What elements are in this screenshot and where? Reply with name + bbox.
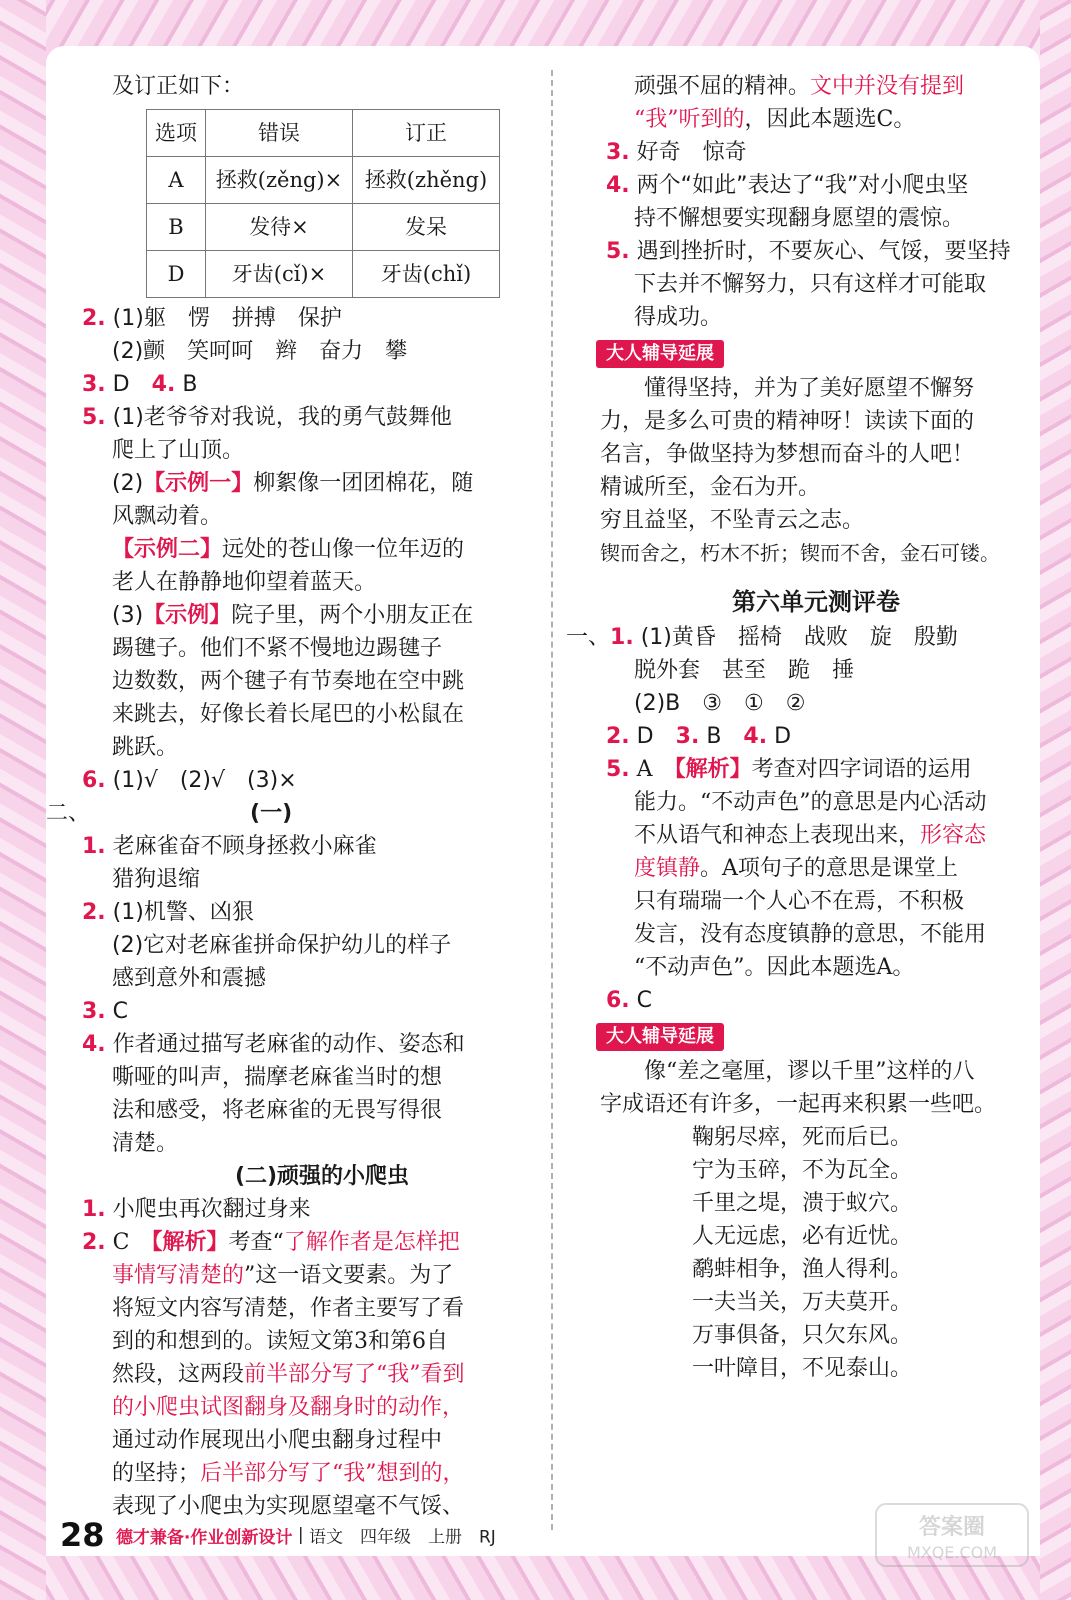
question-number: 5. (606, 757, 630, 782)
column-divider (551, 70, 553, 1530)
table-row (147, 251, 500, 298)
decorative-border-left (0, 0, 46, 1600)
quote-line: 锲而舍之，朽木不折；锲而不舍，金石可镂。 (600, 541, 1000, 565)
answer-choice: C (112, 1230, 130, 1255)
page-number: 28 (60, 1516, 105, 1554)
table-cell: A (147, 157, 206, 204)
table-cell: D (147, 251, 206, 298)
idiom-list (600, 1121, 1026, 1385)
question-number: 2. (606, 724, 630, 749)
extension-line: 力，是多么可贵的精神呀！读读下面的 (600, 409, 975, 434)
answer-text: 远处的苍山像一位年迈的 (222, 537, 465, 562)
table-row (147, 157, 500, 204)
highlight-text: 度镇静 (634, 856, 701, 881)
question-number: 5. (606, 239, 630, 264)
analysis-line (112, 1358, 532, 1391)
idiom-item: 千里之堤，溃于蚁穴。 (692, 1191, 913, 1216)
answer-text: 爬上了山顶。 (112, 438, 245, 463)
s1-answer-5 (606, 753, 1026, 786)
table-cell: B (147, 204, 206, 251)
p2-answer-1 (82, 830, 532, 863)
extension-line: 像“差之毫厘，谬以千里”这样的八 (644, 1059, 975, 1084)
extension-line: 字成语还有许多，一起再来积累一些吧。 (600, 1092, 997, 1117)
idiom-item: 宁为玉碎，不为瓦全。 (692, 1158, 913, 1183)
decorative-border-right (1040, 0, 1071, 1600)
table-header-row (147, 110, 500, 157)
answer-choice: A (636, 757, 653, 782)
highlight-text: 前半部分写了“我”看到 (244, 1362, 465, 1387)
answer-text: 来跳去，好像长着长尾巴的小松鼠在 (112, 702, 465, 727)
s1-answer-6 (606, 984, 1026, 1017)
subsection-title: (一) (250, 801, 293, 826)
analysis-line: 通过动作展现出小爬虫翻身过程中 (112, 1428, 443, 1453)
analysis-line: 能力。“不动声色”的意思是内心活动 (634, 790, 987, 815)
right-column (566, 70, 1026, 1385)
question-number: 3. (82, 372, 106, 397)
example-line (112, 533, 532, 566)
answer-text: 顽强不屈的精神。 (634, 74, 811, 99)
highlight-text: 事情写清楚的 (112, 1263, 245, 1288)
extension-block (600, 372, 1026, 570)
part-label: 一、 (566, 625, 611, 650)
answer-text: 嘶哑的叫声，揣摩老麻雀当时的想 (112, 1065, 443, 1090)
question-number: 1. (610, 625, 634, 650)
answer-text: 得成功。 (634, 305, 723, 330)
analysis-line: 的小爬虫试图翻身及翻身时的动作， (112, 1395, 465, 1420)
answer-text: 猎狗退缩 (112, 867, 201, 892)
sub-index: (2) (112, 471, 144, 496)
example-tag: 【示例一】 (143, 471, 254, 496)
analysis-line: 将短文内容写清楚，作者主要写了看 (112, 1296, 465, 1321)
answer-text: D (636, 724, 654, 749)
correction-table (146, 109, 500, 298)
answer-text: 老麻雀奋不顾身拯救小麻雀 (112, 834, 377, 859)
idiom-item: 一叶障目，不见泰山。 (692, 1356, 913, 1381)
answer-text: (2)B ③ ① ② (634, 691, 806, 716)
idiom-item: 一夫当关，万夫莫开。 (692, 1290, 913, 1315)
p3-answer-2 (82, 1226, 532, 1259)
answer-text: 下去并不懈努力，只有这样才可能取 (634, 272, 987, 297)
page-footer (60, 1516, 496, 1556)
answer-text: (1)黄昏 摇椅 战败 旋 殷勤 (640, 625, 958, 650)
question-number: 4. (606, 173, 630, 198)
answer-text: 柳絮像一团团棉花，随 (253, 471, 474, 496)
question-number: 3. (606, 140, 630, 165)
answer-text: 。A项句子的意思是课堂上 (700, 856, 958, 881)
table-cell: 拯救(zhěng) (353, 157, 500, 204)
analysis-line: “不动声色”。因此本题选A。 (634, 955, 915, 980)
answer-text: ”这一语文要素。为了 (244, 1263, 454, 1288)
answer-text: D (774, 724, 792, 749)
answer-text: 边数数，两个毽子有节奏地在空中跳 (112, 669, 465, 694)
question-number: 3. (82, 999, 106, 1024)
extension-block (600, 1055, 1026, 1385)
p2-answer-3 (82, 995, 532, 1028)
quote-line: 穷且益坚，不坠青云之志。 (600, 508, 865, 533)
answer-text: C (112, 999, 129, 1024)
analysis-line (112, 1259, 532, 1292)
part-label: 二、 (46, 801, 91, 826)
answer-text: 两个“如此”表达了“我”对小爬虫坚 (636, 173, 969, 198)
answer-text: ，因此本题选C。 (744, 107, 916, 132)
watermark-logo (872, 1500, 1032, 1570)
analysis-line: 发言，没有态度镇静的意思，不能用 (634, 922, 987, 947)
footer-separator: | (297, 1525, 304, 1545)
answer-text: 老人在静静地仰望着蓝天。 (112, 570, 377, 595)
analysis-line: 表现了小爬虫为实现愿望毫不气馁、 (112, 1494, 465, 1519)
analysis-tag: 【解析】 (674, 756, 752, 782)
idiom-item: 万事俱备，只欠东风。 (692, 1323, 913, 1348)
book-info: 语文 四年级 上册 RJ (308, 1527, 496, 1548)
intro-text: 及订正如下： (112, 74, 245, 99)
s1-answer-1 (566, 621, 1026, 654)
table-cell: 牙齿(chǐ) (353, 251, 500, 298)
extension-line: 懂得坚持，并为了美好愿望不懈努 (644, 376, 975, 401)
answer-text: (2)它对老麻雀拼命保护幼儿的样子 (112, 933, 452, 958)
answer-5 (82, 401, 532, 434)
analysis-line: 到的和想到的。读短文第3和第6自 (112, 1329, 448, 1354)
answer-text: (1)机警、凶狠 (112, 900, 254, 925)
answer-2 (82, 302, 532, 335)
idiom-item: 人无远虑，必有近忧。 (692, 1224, 913, 1249)
part-two-header (46, 797, 532, 830)
question-number: 4. (743, 724, 768, 749)
answer-3-4 (82, 368, 532, 401)
question-number: 6. (82, 768, 106, 793)
answer-text: 清楚。 (112, 1131, 179, 1156)
answer-text: 的坚持； (112, 1461, 201, 1486)
highlight-text: “我”听到的 (634, 107, 745, 132)
table-cell: 发待× (206, 204, 353, 251)
table-header: 错误 (206, 110, 353, 157)
table-cell: 牙齿(cǐ)× (206, 251, 353, 298)
p2-answer-4 (82, 1028, 532, 1061)
answer-text: 感到意外和震撼 (112, 966, 267, 991)
answer-6 (82, 764, 532, 797)
answer-text: (1)√ (2)√ (3)× (112, 768, 297, 793)
extension-tag: 大人辅导延展 (596, 340, 724, 368)
p3-answer-1 (82, 1193, 532, 1226)
answer-4 (606, 169, 1026, 202)
question-number: 6. (606, 988, 630, 1013)
analysis-line: 只有瑞瑞一个人心不在焉，不积极 (634, 889, 965, 914)
question-number: 3. (675, 724, 700, 749)
table-cell: 拯救(zěng)× (206, 157, 353, 204)
answer-text: (1)老爷爷对我说，我的勇气鼓舞他 (112, 405, 452, 430)
answer-text: 脱外套 甚至 跪 捶 (634, 658, 855, 683)
question-number: 5. (82, 405, 106, 430)
table-cell: 发呆 (353, 204, 500, 251)
answer-text: (1)躯 愣 拼搏 保护 (112, 306, 342, 331)
analysis-line (606, 819, 1026, 852)
quote-line: 精诚所至，金石为开。 (600, 475, 821, 500)
highlight-text: 后半部分写了“我”想到的， (200, 1461, 465, 1486)
highlight-text: 文中并没有提到 (810, 74, 965, 99)
extension-tag: 大人辅导延展 (596, 1023, 724, 1051)
example-line (112, 599, 532, 632)
answer-text: 不从语气和神态上表现出来， (634, 823, 921, 848)
question-number: 4. (82, 1032, 106, 1057)
answer-text: 考查对四字词语的运用 (751, 757, 972, 782)
answer-text: 持不懈想要实现翻身愿望的震惊。 (634, 206, 965, 231)
answer-text: D (112, 372, 130, 397)
extension-line: 名言，争做坚持为梦想而奋斗的人吧！ (600, 442, 975, 467)
answer-text: C (636, 988, 653, 1013)
answer-text: 考查“ (228, 1230, 284, 1255)
answer-text: 风飘动着。 (112, 504, 223, 529)
analysis-line (606, 852, 1026, 885)
answer-text: 跳跃。 (112, 735, 179, 760)
answer-3 (606, 136, 1026, 169)
svg-text:答案圈: 答案圈 (918, 1515, 986, 1540)
idiom-item: 鞠躬尽瘁，死而后已。 (692, 1125, 913, 1150)
analysis-tag: 【解析】 (151, 1229, 229, 1255)
unit-test-title: 第六单元测评卷 (732, 588, 900, 616)
answer-text: 法和感受，将老麻雀的无畏写得很 (112, 1098, 443, 1123)
highlight-text: 形容态 (920, 823, 987, 848)
answer-text: 好奇 惊奇 (636, 140, 747, 165)
p2-answer-2 (82, 896, 532, 929)
highlight-text: 了解作者是怎样把 (283, 1230, 460, 1255)
s1-answer-2-4 (606, 720, 1026, 753)
question-number: 1. (82, 834, 106, 859)
answer-text: B (182, 372, 198, 397)
table-header: 订正 (353, 110, 500, 157)
example-line (112, 467, 532, 500)
table-row (147, 204, 500, 251)
answer-text: (2)颤 笑呵呵 辫 奋力 攀 (112, 339, 408, 364)
answer-text: 小爬虫再次翻过身来 (112, 1197, 311, 1222)
question-number: 2. (82, 306, 106, 331)
answer-text: 作者通过描写老麻雀的动作、姿态和 (112, 1032, 465, 1057)
left-column (46, 70, 532, 1523)
subsection-title: (二)顽强的小爬虫 (234, 1164, 410, 1189)
example-tag: 【示例】 (143, 603, 232, 628)
analysis-line (606, 70, 1026, 103)
question-number: 4. (151, 372, 176, 397)
sub-index: (3) (112, 603, 144, 628)
analysis-line (112, 1457, 532, 1490)
example-tag: 【示例二】 (112, 537, 223, 562)
idiom-item: 鹬蚌相争，渔人得利。 (692, 1257, 913, 1282)
question-number: 2. (82, 900, 106, 925)
answer-5 (606, 235, 1026, 268)
question-number: 1. (82, 1197, 106, 1222)
analysis-line (606, 103, 1026, 136)
question-number: 2. (82, 1230, 106, 1255)
book-brand: 德才兼备·作业创新设计 (115, 1527, 293, 1548)
answer-text: 遇到挫折时，不要灰心、气馁，要坚持 (636, 239, 1011, 264)
answer-text: 踢毽子。他们不紧不慢地边踢毽子 (112, 636, 443, 661)
svg-text:MXQE.COM: MXQE.COM (906, 1543, 998, 1562)
table-header: 选项 (147, 110, 206, 157)
answer-text: B (706, 724, 722, 749)
answer-text: 院子里，两个小朋友正在 (231, 603, 474, 628)
answer-text: 然段，这两段 (112, 1362, 245, 1387)
